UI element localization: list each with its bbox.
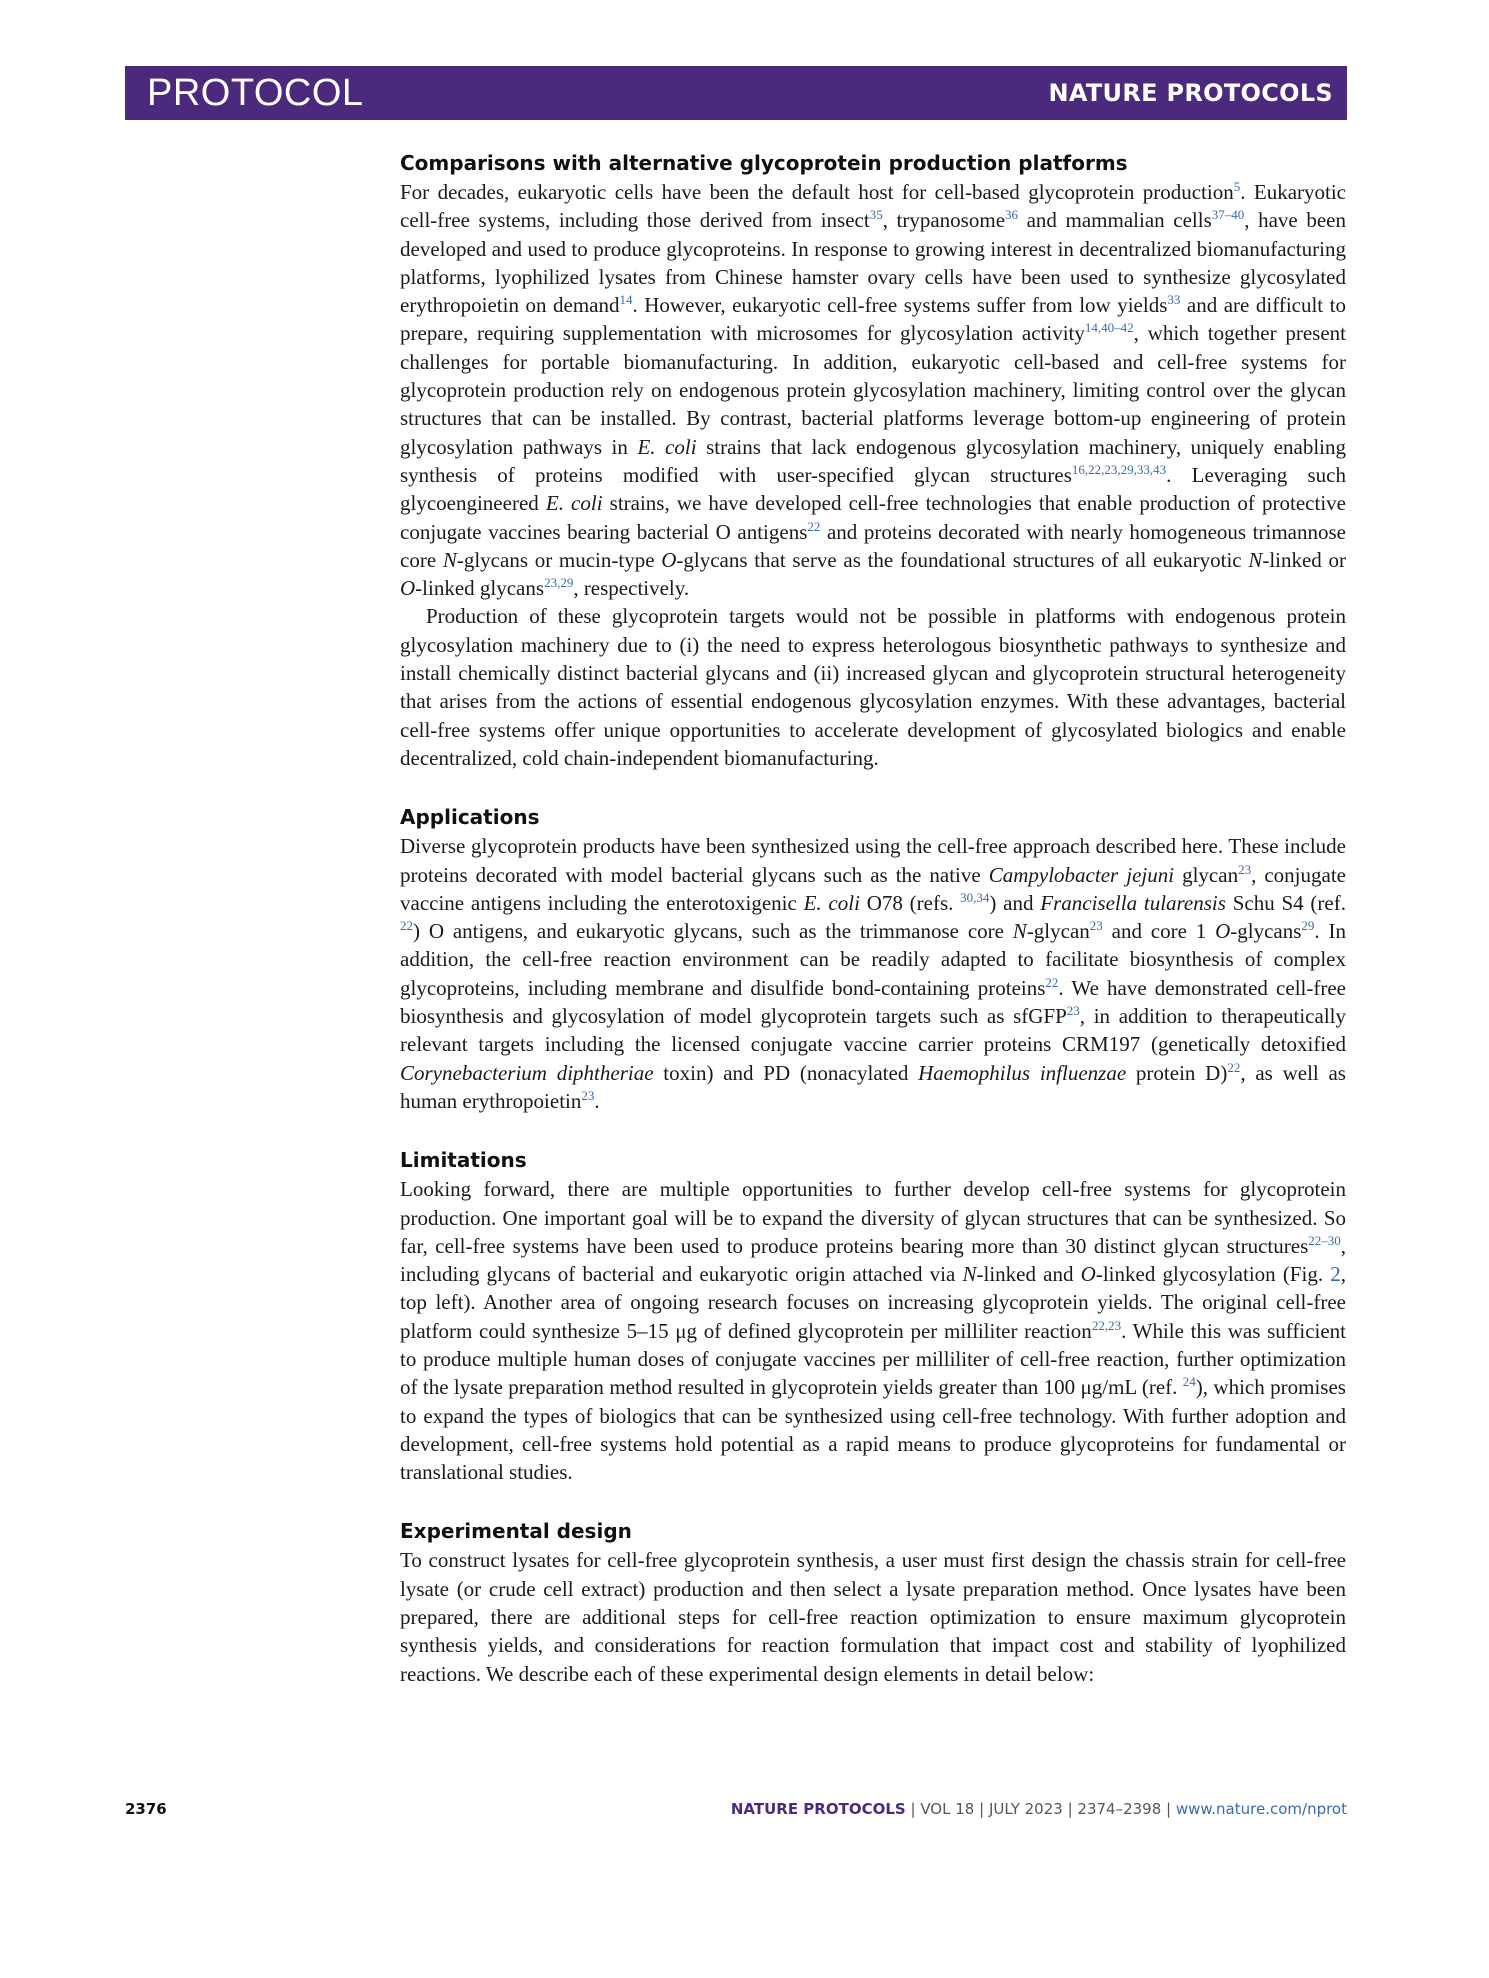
citation[interactable]: 33: [1167, 292, 1181, 308]
citation[interactable]: 23: [581, 1087, 595, 1103]
citation[interactable]: 22: [807, 518, 821, 534]
citation[interactable]: 36: [1005, 207, 1019, 223]
paragraph-comparisons-1: For decades, eukaryotic cells have been the default host for cell-based glycoprotein production$^5$. Eukaryotic cell-free systems, including those derived from insect$^{35}$, trypanosome$^{36}$ and mammalian cells$^{37-40}$, have been developed and used to produce glycoproteins. In response to growing interest in decentralized biomanufacturing platforms, lyophilized lysates from Chinese hamster ovary cells have been used to synthesize glycosylated erythropoietin on demand$^{14}$. However, eukaryotic cell-free systems suffer from low yields$^{33}$ and are difficult to prepare, requiring supplementation with microsomes for glycosylation activity$^{14,40-42}$, which together present challenges for portable biomanufacturing. In addition, eukaryotic cell-based and cell-free systems for glycoprotein production rely on endogenous protein glycosylation machinery, limiting control over the glycan structures that can be installed. By contrast, bacterial platforms leverage bottom-up engineering of protein glycosylation pathways in E. coli strains that lack endogenous glycosylation machinery, uniquely enabling synthesis of proteins modified with user-specified glycan structures$^{16,22,23,29,33,43}$. Leveraging such glycoengineered E. coli strains, we have developed cell-free technologies that enable production of protective conjugate vaccines bearing bacterial O antigens$^{22}$ and proteins decorated with nearly homogeneous trimannose core N-glycans or mucin-type O-glycans that serve as the foundational structures of all eukaryotic N-linked or O-linked glycans$^{23,29}$, respectively.: [400, 179, 1346, 601]
paragraph-applications-1: Diverse glycoprotein products have been synthesized using the cell-free approach described here. These include proteins decorated with model bacterial glycans such as the native Campylobacter jejuni glycan$^{23}$, conjugate vaccine antigens including the enterotoxigenic E. coli O78 (refs. $^{30,34}$) and Francisella tularensis Schu S4 (ref. $^{22}$) O antigens, and eukaryotic glycans, such as the trimmanose core N-glycan$^{23}$ and core 1 O-glycans$^{29}$. In addition, the cell-free reaction environment can be readily adapted to facilitate biosynthesis of complex glycoproteins, including membrane and disulfide bond-containing proteins$^{22}$. We have demonstrated cell-free biosynthesis and glycosylation of model glycoprotein targets such as sfGFP$^{23}$, in addition to therapeutically relevant targets including the licensed conjugate vaccine carrier proteins CRM197 (genetically detoxified Corynebacterium diphtheriae toxin) and PD (nonacylated Haemophilus influenzae protein D)$^{22}$, as well as human erythropoietin$^{23}$.: [400, 834, 1346, 1113]
journal-label: NATURE PROTOCOLS: [1048, 79, 1333, 107]
citation[interactable]: 23,29: [544, 575, 574, 591]
heading-comparisons: Comparisons with alternative glycoprotein production platforms: [400, 151, 1128, 175]
heading-limitations: Limitations: [400, 1148, 527, 1173]
page-header: [125, 66, 1347, 120]
citation[interactable]: 5: [1233, 179, 1241, 194]
citation[interactable]: 14,40–42: [1084, 320, 1134, 336]
page-footer: [125, 1800, 1347, 1824]
citation[interactable]: 35: [869, 207, 883, 223]
paragraph-comparisons-2: Production of these glycoprotein targets would not be possible in platforms with endogenous protein glycosylation machinery due to (i) the need to express heterologous biosynthetic pathways to synthesize and install chemically distinct bacterial glycans and (ii) increased glycan and glycoprotein structural heterogeneity that arises from the actions of essential endogenous glycosylation enzymes. With these advantages, bacterial cell-free systems offer unique opportunities to accelerate development of glycosylated biologics and enable decentralized, cold chain-independent biomanufacturing.: [400, 604, 1346, 770]
citation[interactable]: 29: [1301, 918, 1315, 934]
journal-url-link[interactable]: www.nature.com/nprot: [1175, 1800, 1347, 1818]
journal-citation: NATURE PROTOCOLS | VOL 18 | JULY 2023 | 2374–2398 | www.nature.com/nprot: [730, 1800, 1347, 1818]
citation[interactable]: 22: [1045, 974, 1059, 990]
citation[interactable]: 22–30: [1308, 1232, 1341, 1248]
citation[interactable]: 22,23: [1091, 1317, 1122, 1333]
citation[interactable]: 23: [1089, 918, 1103, 934]
heading-applications: Applications: [400, 805, 540, 830]
citation[interactable]: 16,22,23,29,33,43: [1071, 461, 1167, 477]
page-number: 2376: [125, 1800, 167, 1818]
figure-link[interactable]: 2: [1330, 1262, 1341, 1287]
citation[interactable]: 23: [1238, 861, 1252, 877]
citation[interactable]: 22: [1227, 1059, 1241, 1075]
paragraph-experimental-1: To construct lysates for cell-free glycoprotein synthesis, a user must first design the chassis strain for cell-free lysate (or crude cell extract) production and then select a lysate preparation method. Once lysates have been prepared, there are additional steps for cell-free reaction optimization to ensure maximum glycoprotein synthesis yields, and considerations for reaction formulation that impact cost and stability of lyophilized reactions. We describe each of these experimental design elements in detail below:: [400, 1548, 1346, 1686]
heading-experimental-design: Experimental design: [400, 1519, 632, 1544]
citation[interactable]: 14: [619, 292, 633, 308]
citation[interactable]: 22: [400, 918, 413, 934]
citation[interactable]: 37–40: [1211, 207, 1245, 223]
citation[interactable]: 24: [1182, 1374, 1196, 1390]
citation[interactable]: 23: [1066, 1003, 1080, 1019]
section-label: PROTOCOL: [147, 71, 364, 114]
citation[interactable]: 30,34: [960, 889, 990, 905]
article-body: [400, 148, 1346, 1688]
paragraph-limitations-1: Looking forward, there are multiple opportunities to further develop cell-free systems for glycoprotein production. One important goal will be to expand the diversity of glycan structures that can be synthesized. So far, cell-free systems have been used to produce proteins bearing more than 30 distinct glycan structures$^{22-30}$, including glycans of bacterial and eukaryotic origin attached via N-linked and O-linked glycosylation (Fig. 2, top left). Another area of ongoing research focuses on increasing glycoprotein yields. The original cell-free platform could synthesize 5–15 μg of defined glycoprotein per milliliter reaction$^{22,23}$. While this was sufficient to produce multiple human doses of conjugate vaccines per milliliter of cell-free reaction, further optimization of the lysate preparation method resulted in glycoprotein yields greater than 100 μg/mL (ref. $^{24}$), which promises to expand the types of biologics that can be synthesized using cell-free technology. With further adoption and development, cell-free systems hold potential as a rapid means to produce glycoproteins for fundamental or translational studies.: [400, 1177, 1346, 1485]
